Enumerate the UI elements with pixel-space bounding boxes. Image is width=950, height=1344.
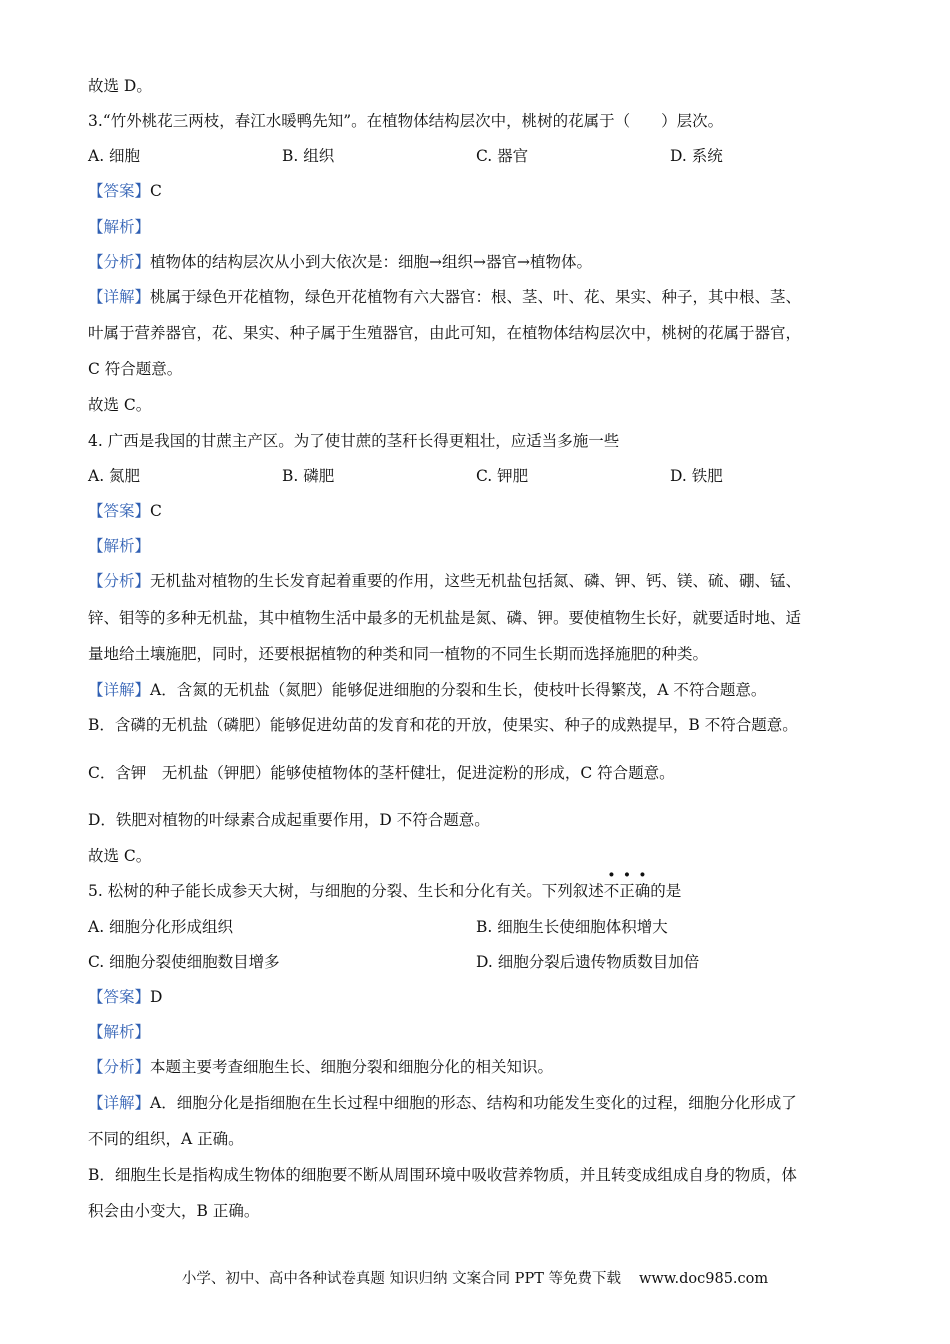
- paragraph-line: B．含磷的无机盐（磷肥）能够促进幼苗的发育和花的开放，使果实、种子的成熟提早，B 不符合题意。: [88, 716, 798, 734]
- fenxi-tag: 【分析】: [88, 572, 151, 590]
- paragraph-line: 叶属于营养器官，花、果实、种子属于生殖器官，由此可知，在植物体结构层次中，桃树的花属于器官，: [88, 324, 802, 342]
- option-a: A. 细胞分化形成组织: [88, 918, 234, 936]
- footer-link[interactable]: www.doc985.com: [638, 1271, 769, 1287]
- paragraph-line: 量地给土壤施肥，同时，还要根据植物的种类和同一植物的不同生长期而选择施肥的种类。: [88, 645, 709, 663]
- xiangjie-tag: 【详解】: [88, 681, 151, 699]
- question-5-options-row-1: [88, 916, 870, 938]
- fenxi-text: 本题主要考查细胞生长、细胞分裂和细胞分化的相关知识。: [150, 1058, 554, 1076]
- answer-line: [88, 500, 870, 522]
- page-footer: [0, 1269, 950, 1289]
- fenxi-line: [88, 1056, 870, 1078]
- footer-text: 小学、初中、高中各种试卷真题 知识归纳 文案合同 PPT 等免费下载: [181, 1271, 621, 1287]
- fenxi-text: 无机盐对植物的生长发育起着重要的作用，这些无机盐包括氮、磷、钾、钙、镁、硫、硼、锰、: [150, 572, 802, 590]
- xiangjie-line: [88, 286, 870, 308]
- answer-tag: 【答案】: [88, 182, 151, 200]
- xiangjie-text: A．细胞分化是指细胞在生长过程中细胞的形态、结构和功能发生变化的过程，细胞分化形成了: [150, 1094, 797, 1112]
- fenxi-tag: 【分析】: [88, 253, 151, 271]
- question-5-text-end: 的是: [650, 882, 682, 900]
- xiangjie-line: [88, 1092, 870, 1114]
- emphasis-char: 不: [603, 882, 620, 900]
- answer-line: [88, 180, 870, 202]
- paragraph-line: C 符合题意。: [88, 360, 183, 378]
- paragraph-line: B．细胞生长是指构成生物体的细胞要不断从周围环境中吸收营养物质，并且转变成组成自身的物质，体: [88, 1166, 797, 1184]
- analysis-tag: 【解析】: [88, 1023, 151, 1041]
- option-d: D. 铁肥: [670, 467, 723, 485]
- option-d: D. 细胞分裂后遗传物质数目加倍: [476, 953, 700, 971]
- analysis-heading: [88, 216, 870, 238]
- emphasis-char: 确: [634, 882, 651, 900]
- paragraph-line: C．含钾 无机盐（钾肥）能够使植物体的茎杆健壮，促进淀粉的形成，C 符合题意。: [88, 764, 675, 782]
- fenxi-line: [88, 251, 870, 273]
- conclusion-text: 故选 D。: [88, 77, 152, 95]
- paragraph-line: 锌、钼等的多种无机盐，其中植物生活中最多的无机盐是氮、磷、钾。要使植物生长好，就要适时地、适: [88, 609, 802, 627]
- question-4-stem: 4. 广西是我国的甘蔗主产区。为了使甘蔗的茎秆长得更粗壮，应适当多施一些: [88, 432, 620, 450]
- fenxi-tag: 【分析】: [88, 1058, 151, 1076]
- xiangjie-line: [88, 679, 870, 701]
- option-a: A. 细胞: [88, 147, 141, 165]
- xiangjie-tag: 【详解】: [88, 288, 151, 306]
- analysis-heading: [88, 535, 870, 557]
- question-4-options: [88, 465, 870, 487]
- emphasis-char: 正: [619, 882, 635, 900]
- answer-value: C: [150, 502, 162, 520]
- question-3-stem: 3.“竹外桃花三两枝，春江水暖鸭先知”。在植物体结构层次中，桃树的花属于（ ）层次。: [88, 112, 724, 130]
- fenxi-line: [88, 570, 870, 592]
- option-b: B. 磷肥: [282, 467, 335, 485]
- option-b: B. 细胞生长使细胞体积增大: [476, 918, 668, 936]
- option-c: C. 器官: [476, 147, 529, 165]
- answer-line: [88, 986, 870, 1008]
- option-a: A. 氮肥: [88, 467, 141, 485]
- analysis-tag: 【解析】: [88, 537, 151, 555]
- paragraph-line: 不同的组织，A 正确。: [88, 1130, 244, 1148]
- answer-tag: 【答案】: [88, 502, 151, 520]
- option-d: D. 系统: [670, 147, 723, 165]
- xiangjie-text: 桃属于绿色开花植物，绿色开花植物有六大器官：根、茎、叶、花、果实、种子，其中根、茎、: [150, 288, 802, 306]
- answer-value: D: [150, 988, 163, 1006]
- xiangjie-text: A．含氮的无机盐（氮肥）能够促进细胞的分裂和生长，使枝叶长得繁茂，A 不符合题意。: [150, 681, 767, 699]
- analysis-tag: 【解析】: [88, 218, 151, 236]
- question-5-options-row-2: [88, 951, 870, 973]
- answer-value: C: [150, 182, 162, 200]
- option-c: C. 钾肥: [476, 467, 529, 485]
- question-3-options: [88, 145, 870, 167]
- question-5-stem: [88, 880, 870, 902]
- paragraph-line: 积会由小变大，B 正确。: [88, 1202, 260, 1220]
- conclusion-text: 故选 C。: [88, 396, 152, 414]
- answer-tag: 【答案】: [88, 988, 151, 1006]
- fenxi-text: 植物体的结构层次从小到大依次是：细胞→组织→器官→植物体。: [150, 253, 592, 271]
- question-5-text: 5. 松树的种子能长成参天大树，与细胞的分裂、生长和分化有关。下列叙述: [88, 882, 604, 900]
- xiangjie-tag: 【详解】: [88, 1094, 151, 1112]
- option-c: C. 细胞分裂使细胞数目增多: [88, 953, 280, 971]
- conclusion-text: 故选 C。: [88, 847, 152, 865]
- analysis-heading: [88, 1021, 870, 1043]
- option-b: B. 组织: [282, 147, 335, 165]
- paragraph-line: D．铁肥对植物的叶绿素合成起重要作用，D 不符合题意。: [88, 811, 490, 829]
